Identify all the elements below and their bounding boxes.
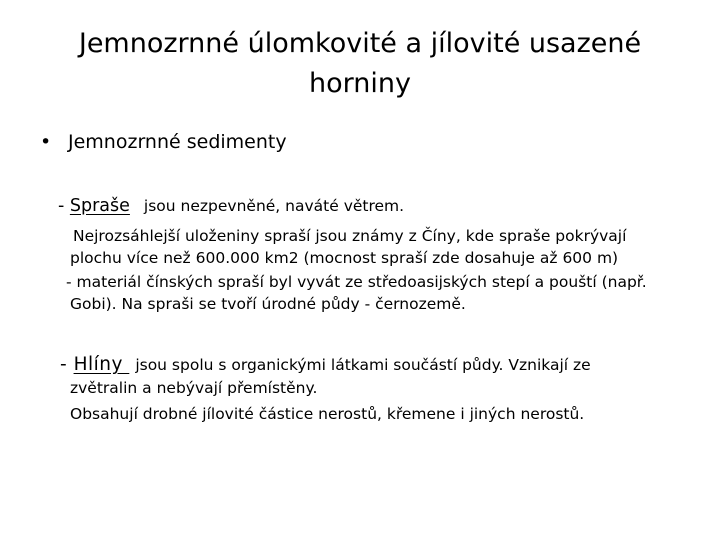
sprase-line-2: Nejrozsáhlejší uloženiny spraší jsou známy z Číny, kde spraše pokrývají bbox=[73, 227, 627, 245]
hliny-dash: - bbox=[60, 354, 74, 375]
bullet-text: Jemnozrnné sedimenty bbox=[68, 131, 287, 153]
title-line-2: horniny bbox=[309, 68, 411, 99]
hliny-definition: jsou spolu s organickými látkami součástí půdy. Vznikají ze bbox=[135, 356, 591, 374]
bullet-item bbox=[40, 128, 287, 156]
bullet-icon: • bbox=[40, 131, 52, 153]
sprase-line-5: Gobi). Na spraši se tvoří úrodné půdy - černozemě. bbox=[70, 295, 466, 313]
sprase-heading-line bbox=[58, 195, 404, 217]
title-line-1: Jemnozrnné úlomkovité a jílovité usazené bbox=[78, 28, 642, 59]
sprase-line-3: plochu více než 600.000 km2 (mocnost spraší zde dosahuje až 600 m) bbox=[70, 249, 619, 267]
sprase-dash: - bbox=[58, 196, 70, 216]
hliny-term: Hlíny bbox=[73, 354, 130, 375]
sprase-term: Spraše bbox=[69, 196, 130, 216]
hliny-line-3: Obsahují drobné jílovité částice nerostů, křemene i jiných nerostů. bbox=[70, 405, 585, 423]
hliny-line-2: zvětralin a nebývají přemístěny. bbox=[70, 379, 318, 397]
slide-title bbox=[20, 24, 700, 104]
hliny-heading-line bbox=[60, 354, 591, 376]
sprase-line-4: - materiál čínských spraší byl vyvát ze středoasijských stepí a pouští (např. bbox=[66, 273, 647, 291]
sprase-definition: jsou nezpevněné, naváté větrem. bbox=[143, 197, 405, 215]
